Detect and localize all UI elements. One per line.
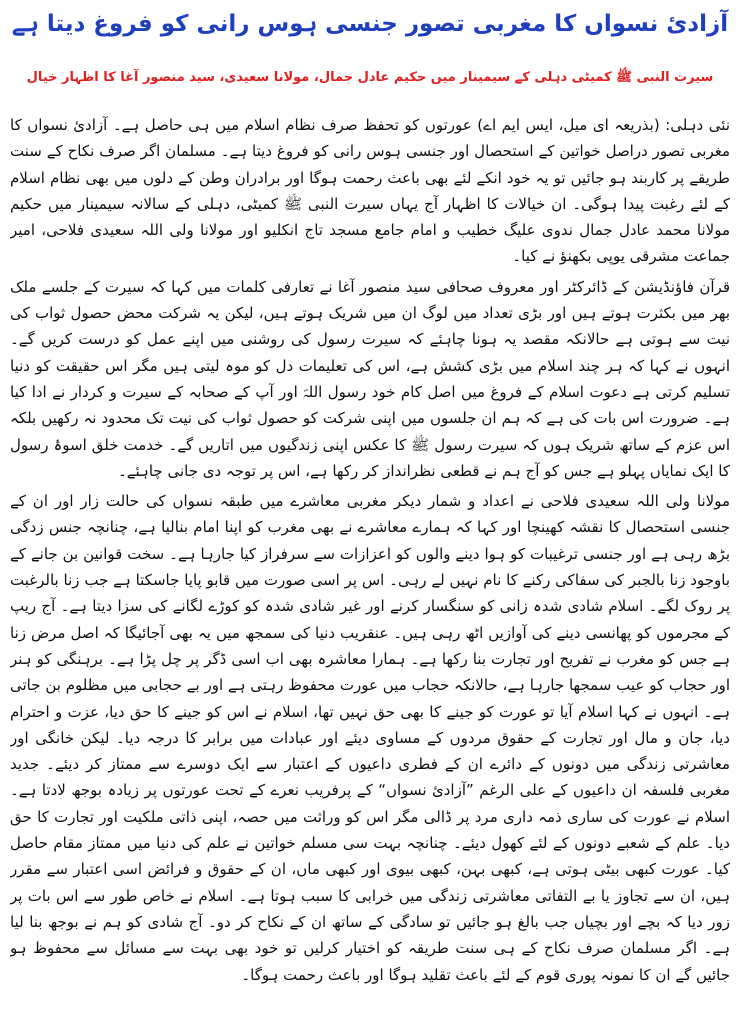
article-subhead: سیرت النبی ﷺ کمیٹی دہلی کے سیمینار میں حکیم عادل جمال، مولانا سعیدی، سید منصور آغا کا اظہار خیال: [26, 70, 714, 85]
article-body: [10, 112, 730, 1028]
article-headline: آزادیٔ نسواں کا مغربی تصور جنسی ہوس رانی کو فروغ دیتا ہے: [11, 11, 729, 37]
article-paragraph: مولانا ولی اللہ سعیدی فلاحی نے اعداد و شمار دیکر مغربی معاشرے میں طبقہ نسواں کی حالت زار اور ان کے جنسی استحصال کا نقشہ کھینچا اور کہا کہ ہمارے معاشرے نے بھی مغرب کو اپنا امام بنالیا ہے، چنانچہ جنس زدگی بڑھ رہی ہے اور جنسی ترغیبات کو ہوا دینے والوں کو اعزازات سے سرفراز کیا جارہا ہے۔ سخت قوانین بن جانے کے باوجود زنا بالجبر کی سفاکی رکنے کا نام نہیں لے رہی۔ اس پر اسی صورت میں قابو پایا جاسکتا ہے جب زنا بالرغبت پر روک لگے۔ اسلام شادی شدہ زانی کو سنگسار کرنے اور غیر شادی شدہ کو کوڑے لگانے کی سزا دیتا ہے۔ آج ریپ کے مجرموں کو پھانسی دینے کی آوازیں اٹھ رہی ہیں۔ عنقریب دنیا کی سمجھ میں یہ بھی آجائیگا کہ اصل مرض زنا ہے جس کو مغرب نے تفریح اور تجارت بنا رکھا ہے۔ ہمارا معاشرہ بھی اب اسی ڈگر پر چل پڑا ہے۔ برہنگی کو ہنر اور حجاب کو عیب سمجھا جارہا ہے، حالانکہ حجاب میں عورت محفوظ رہتی ہے اور بے حجابی میں مظلوم بن جاتی ہے۔ انہوں نے کہا اسلام آیا تو عورت کو جینے کا بھی حق نہیں تھا، اسلام نے اس کو جینے کا حق دیا، عزت و احترام دیا، جان و مال اور تجارت کے حقوق مردوں کے مساوی دیئے اور عبادات میں برابر کا درجہ دیا۔ لیکن خانگی اور معاشرتی زندگی میں دونوں کے دائرے ان کے فطری داعیوں کے اعتبار سے ایک دوسرے سے ممتاز کر دیئے۔ جدید مغربی فلسفہ ان داعیوں کے علی الرغم ”آزادیٔ نسواں“ کے پرفریب نعرے کے تحت عورتوں پر زیادہ بوجھ لادتا ہے۔ اسلام نے عورت کی ساری ذمہ داری مرد پر ڈالی مگر اس کو وراثت میں حصہ، اپنی ذاتی ملکیت اور تجارت کا حق دیا۔ علم کے شعبے دونوں کے لئے کھول دیئے۔ چنانچہ بہت سی مسلم خواتین نے علم کی دنیا میں ممتاز مقام حاصل کیا۔ عورت کبھی بیٹی ہوتی ہے، کبھی بہن، کبھی بیوی اور کبھی ماں، ان کے حقوق و فرائض اسی اعتبار سے مقرر ہیں، ان سے تجاوز یا بے التفاتی معاشرتی زندگی میں خرابی کا سبب ہوتا ہے۔ اسلام نے خاص طور سے اس بات پر زور دیا کہ بچے اور بچیاں جب بالغ ہو جائیں تو سادگی کے ساتھ ان کے نکاح کر دو۔ آج شادی کو ہم نے بوجھ بنا لیا ہے۔ اگر مسلمان صرف نکاح کے ہی سنت طریقہ کو اختیار کرلیں تو خود بھی بہت سے مسائل سے محفوظ ہو جائیں گے ان کا نمونہ پوری قوم کے لئے باعث تقلید ہوگا اور باعث رحمت ہوگا۔: [10, 492, 730, 984]
article-paragraph: نئی دہلی: (بذریعہ ای میل، ایس ایم اے) عورتوں کو تحفظ صرف نظام اسلام میں ہی حاصل ہے۔ آزادیٔ نسواں کا مغربی تصور دراصل خواتین کے استحصال اور جنسی ہوس رانی کو فروغ دیتا ہے۔ مسلمان اگر صرف نکاح کے سنت طریقے پر کاربند ہو جائیں تو یہ خود انکے لئے بھی باعث رحمت ہوگا اور برادران وطن کے دلوں میں بھی نظام اسلام کے لئے رغبت پیدا ہوگی۔ ان خیالات کا اظہار آج یہاں سیرت النبی ﷺ کمیٹی، دہلی کے سالانہ سیمینار میں حکیم مولانا محمد عادل جمال ندوی علیگ خطیب و امام جامع مسجد تاج انکلیو اور مولانا ولی اللہ سعیدی فلاحی، امیر جماعت مشرقی یوپی بکھنؤ نے کیا۔: [10, 116, 730, 266]
article-paragraph: قرآن فاؤنڈیشن کے ڈائرکٹر اور معروف صحافی سید منصور آغا نے تعارفی کلمات میں کہا کہ سیرت کے جلسے ملک بھر میں بکثرت ہوتے ہیں اور بڑی تعداد میں لوگ ان میں شریک ہوتے ہیں، لیکن یہ شرکت محض حصول ثواب کی نیت سے ہوتی ہے حالانکہ مقصد یہ ہونا چاہئے کہ سیرت رسول کی روشنی میں اپنے عمل کو درست کریں گے۔ انہوں نے کہا کہ ہر چند اسلام میں بڑی کشش ہے، اس کی تعلیمات دل کو موہ لیتی ہیں مگر اس حقیقت کو دنیا تسلیم کرتی ہے دعوت اسلام کے فروغ میں اصل کام خود رسول اللہؐ اور آپ کے صحابہ کے سیرت و کردار نے ادا کیا ہے۔ ضرورت اس بات کی ہے کہ ہم ان جلسوں میں اپنی شرکت کو حصول ثواب کی نیت تک محدود نہ رکھیں بلکہ اس عزم کے ساتھ شریک ہوں کہ سیرت رسول ﷺ کا عکس اپنی زندگیوں میں اتاریں گے۔ خدمت خلق اسوۂ رسول کا ایک نمایاں پہلو ہے جس کو آج ہم نے قطعی نظرانداز کر رکھا ہے، اس پر توجہ دی جانی چاہئے۔: [10, 277, 730, 480]
